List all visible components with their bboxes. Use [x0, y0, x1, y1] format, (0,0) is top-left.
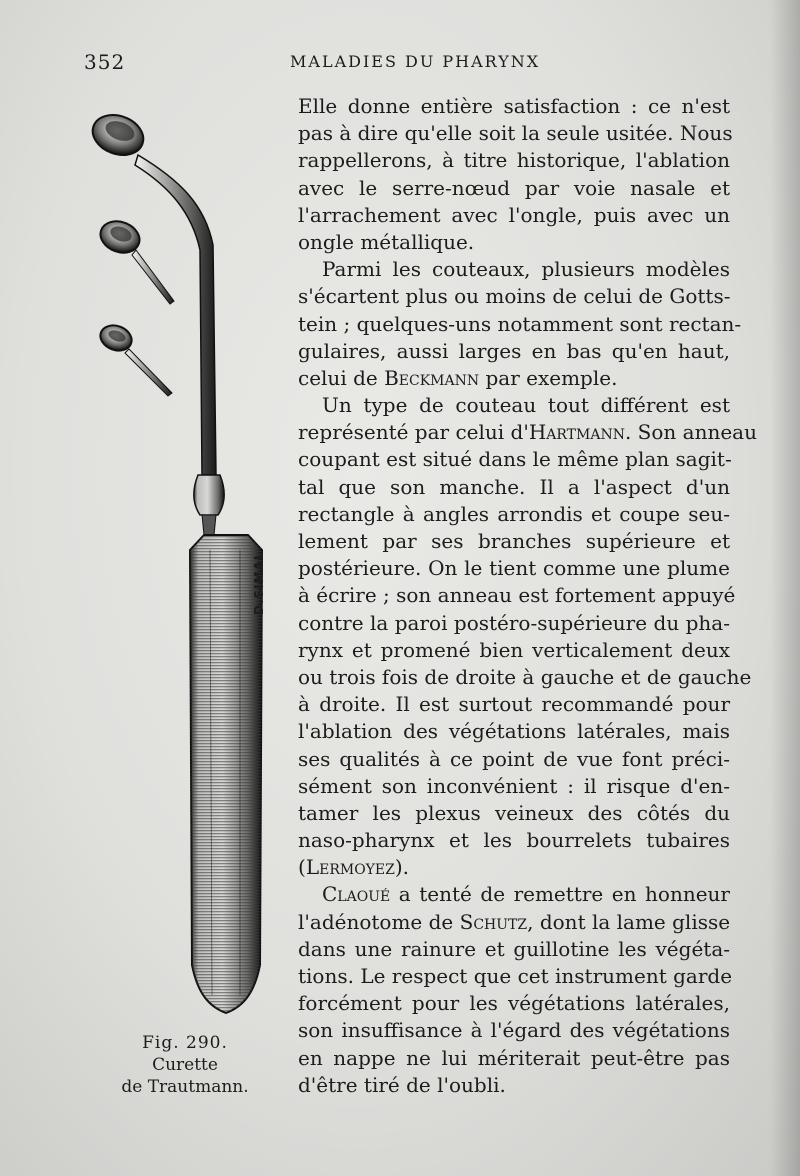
text-line: sément son inconvénient : il risque d'en- [298, 773, 730, 798]
page-shadow [770, 0, 800, 1176]
text-line: postérieure. On le tient comme une plume [298, 556, 730, 581]
text-line: tal que son manche. Il a l'aspect d'un [298, 474, 730, 499]
text-line: lement par ses branches supérieure et [298, 529, 730, 553]
text-line: coupant est situé dans le même plan sagit- [298, 447, 732, 472]
small-spoon-icon [96, 216, 174, 304]
text-line: l'arrachement avec l'ongle, puis avec un [298, 202, 730, 227]
text-line: Un type de couteau tout différent est [322, 393, 730, 418]
text-line: représenté par celui d'Hartmann. Son anneau [298, 420, 757, 445]
text-line: tamer les plexus veineux des côtés du [298, 800, 730, 825]
text-line: celui de Beckmann par exemple. [298, 365, 618, 390]
text-line: l'ablation des végétations latérales, mais [298, 719, 730, 744]
curette-illustration [80, 95, 280, 1115]
text-line: pas à dire qu'elle soit la seule usitée. Nous [298, 121, 733, 146]
text-line: avec le serre-nœud par voie nasale et [298, 175, 730, 200]
text-line: à écrire ; son anneau est fortement appuyé [298, 583, 736, 608]
text-line: Parmi les couteaux, plusieurs modèles [322, 257, 730, 282]
figure-number: Fig. 290. [142, 1033, 228, 1053]
body-text [298, 93, 757, 1099]
running-head: MALADIES DU PHARYNX [290, 52, 541, 71]
text-line: forcément pour les végétations latérales, [298, 991, 730, 1016]
smaller-spoon-icon [97, 321, 172, 396]
text-line: tions. Le respect que cet instrument garde [298, 964, 733, 988]
curette-drawing [80, 95, 280, 1095]
text-line: rappellerons, à titre historique, l'ablation [298, 148, 730, 173]
text-line: en nappe ne lui mériterait peut-être pas [298, 1045, 730, 1070]
text-line: rectangle à angles arrondis et coupe seu- [298, 501, 730, 526]
text-line: contre la paroi postéro-supérieure du pha- [298, 610, 730, 635]
text-line: ses qualités à ce point de vue font préci- [298, 746, 730, 771]
main-spoon-icon [87, 108, 149, 161]
text-line: rynx et promené bien verticalement deux [298, 637, 730, 662]
text-line: à droite. Il est surtout recommandé pour [298, 692, 730, 717]
text-line: ongle métallique. [298, 229, 475, 254]
text-line: d'être tiré de l'oubli. [298, 1072, 506, 1097]
text-line: Claoué a tenté de remettre en honneur [322, 882, 730, 907]
figure-title: Curette [152, 1055, 218, 1075]
figure-subtitle: de Trautmann. [121, 1077, 249, 1097]
page-header [0, 46, 800, 76]
text-line: dans une rainure et guillotine les végéta- [298, 936, 730, 961]
text-line: Elle donne entière satisfaction : ce n'est [298, 94, 730, 118]
text-line: (Lermoyez). [298, 855, 410, 880]
text-line: gulaires, aussi larges en bas qu'en haut, [298, 338, 730, 363]
text-line: s'écartent plus ou moins de celui de Gotts- [298, 284, 731, 309]
text-line: tein ; quelques-uns notamment sont rectan- [298, 311, 742, 336]
text-line: naso-pharynx et les bourrelets tubaires [298, 828, 730, 853]
text-line: son insuffisance à l'égard des végétations [298, 1018, 730, 1043]
page-number: 352 [84, 50, 126, 74]
text-line: l'adénotome de Schutz, dont la lame glisse [298, 909, 731, 934]
engraver-signature: D.SIMAL [252, 551, 266, 615]
text-line: ou trois fois de droite à gauche et de gauche [298, 664, 752, 689]
main-shaft [135, 155, 216, 475]
figure-caption [100, 1032, 270, 1098]
